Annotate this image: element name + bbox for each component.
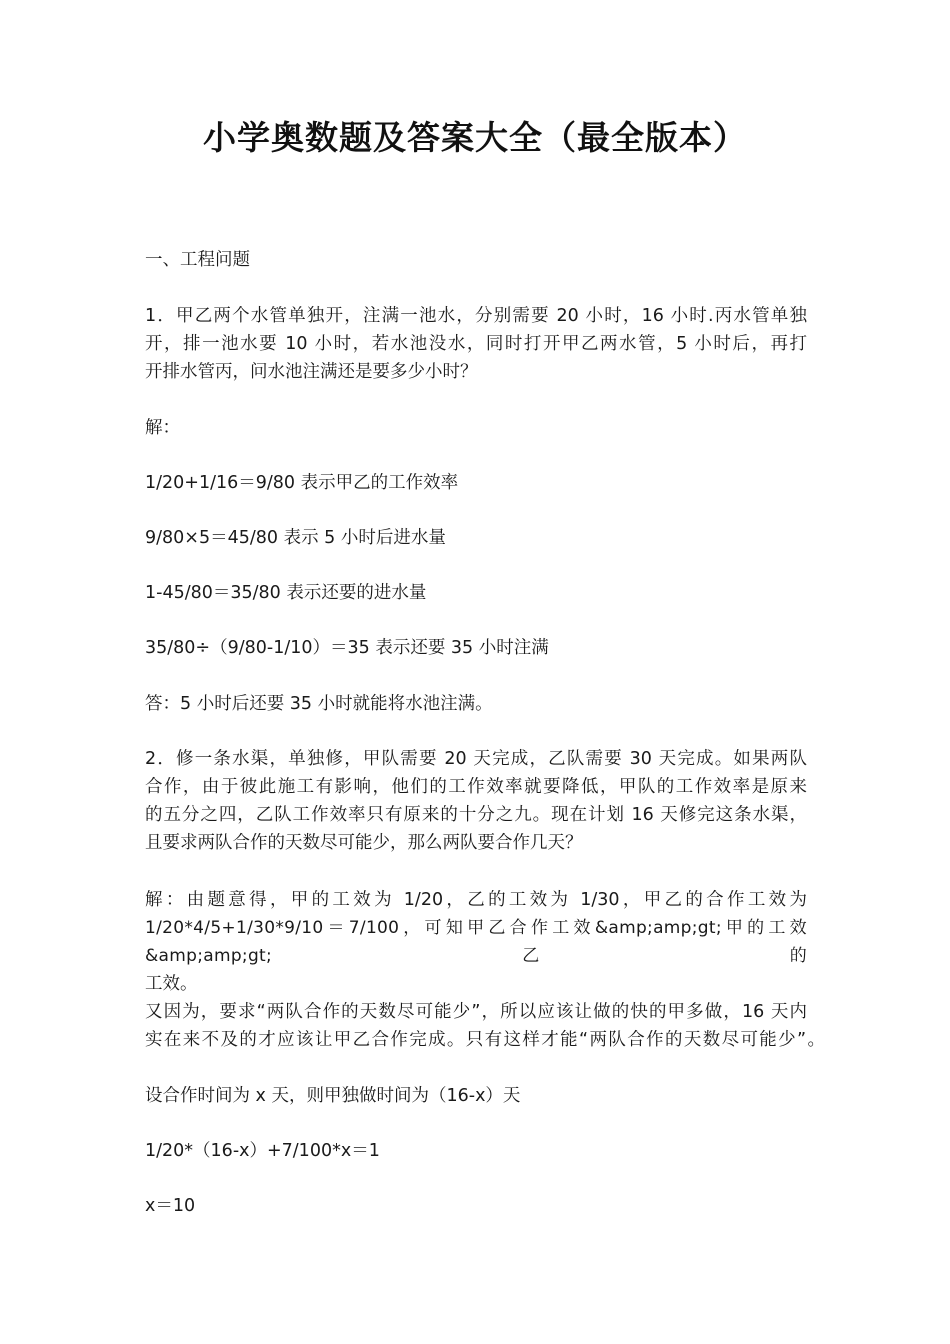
- section-heading: 一、工程问题: [145, 250, 250, 270]
- solution-line: 工效。: [145, 974, 198, 994]
- problem-1-text: [145, 302, 807, 386]
- solution-step: 35/80÷（9/80-1/10）＝35 表示还要 35 小时注满: [145, 638, 549, 658]
- reasoning-line: 实在来不及的才应该让甲乙合作完成。只有这样才能“两队合作的天数尽可能少”。: [145, 1030, 825, 1050]
- problem-2-line: 合作，由于彼此施工有影响，他们的工作效率就要降低，甲队的工作效率是原来: [145, 777, 807, 797]
- problem-1-line: 开，排一池水要 10 小时，若水池没水，同时打开甲乙两水管，5 小时后，再打: [145, 334, 807, 354]
- answer-text: 答：5 小时后还要 35 小时就能将水池注满。: [145, 694, 493, 714]
- problem-1-line: 1．甲乙两个水管单独开，注满一池水，分别需要 20 小时，16 小时.丙水管单独: [145, 306, 807, 326]
- problem-2-line: 的五分之四，乙队工作效率只有原来的十分之九。现在计划 16 天修完这条水渠，: [145, 805, 807, 825]
- page-title: 小学奥数题及答案大全（最全版本）: [203, 118, 747, 157]
- solution-line: 解：由题意得，甲的工效为 1/20，乙的工效为 1/30，甲乙的合作工效为: [145, 890, 807, 910]
- solution-step: 9/80×5＝45/80 表示 5 小时后进水量: [145, 528, 446, 548]
- solution-label: 解：: [145, 418, 180, 438]
- equation-text: 1/20*（16-x）+7/100*x＝1: [145, 1141, 380, 1161]
- problem-2-solution: [145, 886, 807, 998]
- reasoning-line: 又因为，要求“两队合作的天数尽可能少”，所以应该让做的快的甲多做，16 天内: [145, 1002, 807, 1022]
- problem-2-reasoning: [145, 998, 825, 1054]
- result-text: x＝10: [145, 1196, 196, 1216]
- setup-text: 设合作时间为 x 天，则甲独做时间为（16-x）天: [145, 1086, 521, 1106]
- problem-2-text: [145, 745, 807, 857]
- solution-line: 1/20*4/5+1/30*9/10＝7/100，可知甲乙合作工效&amp;amp;gt;甲的工效&amp;amp;gt;乙的: [145, 918, 807, 966]
- problem-1-line: 开排水管丙，问水池注满还是要多少小时？: [145, 362, 478, 382]
- solution-step: 1/20+1/16＝9/80 表示甲乙的工作效率: [145, 473, 459, 493]
- problem-2-line: 且要求两队合作的天数尽可能少，那么两队要合作几天？: [145, 833, 583, 853]
- problem-2-line: 2．修一条水渠，单独修，甲队需要 20 天完成，乙队需要 30 天完成。如果两队: [145, 749, 807, 769]
- solution-step: 1-45/80＝35/80 表示还要的进水量: [145, 583, 427, 603]
